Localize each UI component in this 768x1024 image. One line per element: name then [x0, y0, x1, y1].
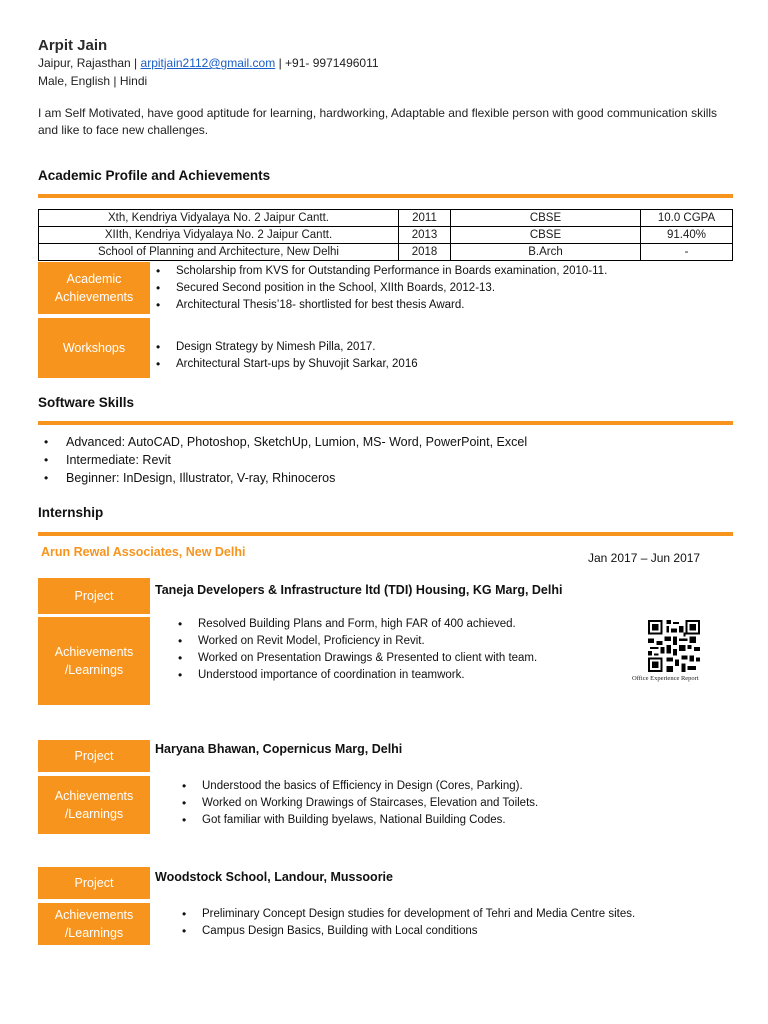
list-item: • Design Strategy by Nimesh Pilla, 2017.	[156, 340, 376, 354]
bullet-icon: •	[156, 264, 161, 278]
table-cell: CBSE	[451, 210, 641, 227]
contact-line	[38, 56, 379, 70]
bullet-icon: •	[182, 796, 187, 810]
internship-heading: Internship	[38, 505, 104, 520]
table-cell: XIIth, Kendriya Vidyalaya No. 2 Jaipur Cantt.	[39, 227, 399, 244]
table-row	[39, 244, 733, 261]
workshops-list	[150, 339, 418, 373]
list-item: • Understood importance of coordination in teamwork.	[178, 668, 465, 682]
table-cell: 2018	[399, 244, 451, 261]
company-name: Arun Rewal Associates, New Delhi	[41, 545, 246, 559]
personal-info: Male, English | Hindi	[38, 74, 148, 88]
list-item: • Resolved Building Plans and Form, high FAR of 400 achieved.	[178, 617, 516, 631]
section-divider	[38, 421, 733, 425]
qr-caption: Office Experience Report	[632, 675, 699, 682]
bullet-icon: •	[156, 340, 161, 354]
list-item: • Architectural Thesis’18- shortlisted for best thesis Award.	[156, 298, 465, 312]
bullet-icon: •	[156, 298, 161, 312]
list-item: • Worked on Revit Model, Proficiency in Revit.	[178, 634, 425, 648]
list-item: • Worked on Presentation Drawings & Presented to client with team.	[178, 651, 538, 665]
project-title: Haryana Bhawan, Copernicus Marg, Delhi	[155, 742, 403, 756]
list-item: • Understood the basics of Efficiency in Design (Cores, Parking).	[182, 779, 523, 793]
list-item: • Preliminary Concept Design studies for development of Tehri and Media Centre sites.	[182, 907, 636, 921]
table-row	[39, 210, 733, 227]
bullet-icon: •	[178, 668, 183, 682]
list-item: • Got familiar with Building byelaws, National Building Codes.	[182, 813, 506, 827]
list-item: • Worked on Working Drawings of Staircases, Elevation and Toilets.	[182, 796, 539, 810]
project-title: Woodstock School, Landour, Mussoorie	[155, 870, 393, 884]
bullet-icon: •	[182, 907, 187, 921]
bullet-icon: •	[178, 617, 183, 631]
project-points	[172, 616, 537, 684]
project-points	[176, 778, 538, 829]
list-item: • Campus Design Basics, Building with Local conditions	[182, 924, 478, 938]
academic-heading: Academic Profile and Achievements	[38, 168, 271, 183]
achievements-list	[150, 263, 607, 314]
table-cell: 10.0 CGPA	[641, 210, 733, 227]
qr-code-icon[interactable]	[648, 620, 700, 672]
table-row	[39, 227, 733, 244]
bullet-icon: •	[44, 471, 49, 485]
table-cell: 2011	[399, 210, 451, 227]
table-cell: 91.40%	[641, 227, 733, 244]
bullet-icon: •	[156, 281, 161, 295]
bullet-icon: •	[182, 924, 187, 938]
project-title: Taneja Developers & Infrastructure ltd (TDI) Housing, KG Marg, Delhi	[155, 583, 563, 597]
academic-achievements-label: Academic Achievements	[38, 262, 150, 314]
project-label: Project	[38, 578, 150, 614]
software-heading: Software Skills	[38, 395, 135, 410]
bullet-icon: •	[182, 813, 187, 827]
workshops-label: Workshops	[38, 318, 150, 378]
bullet-icon: •	[178, 634, 183, 648]
summary-text: I am Self Motivated, have good aptitude for learning, hardworking, Adaptable and flexible person with good communication skills and like to face new challenges.	[38, 106, 718, 137]
email-link[interactable]: arpitjain2112@gmail.com	[140, 56, 276, 70]
list-item: • Intermediate: Revit	[44, 453, 171, 467]
list-item: • Secured Second position in the School, XIIth Boards, 2012-13.	[156, 281, 496, 295]
table-cell: School of Planning and Architecture, New Delhi	[39, 244, 399, 261]
academic-table	[38, 209, 733, 261]
learnings-label: Achievements /Learnings	[38, 903, 150, 945]
bullet-icon: •	[44, 435, 49, 449]
list-item: • Architectural Start-ups by Shuvojit Sarkar, 2016	[156, 357, 418, 371]
phone-text: | +91- 9971496011	[278, 56, 379, 70]
table-cell: 2013	[399, 227, 451, 244]
table-cell: CBSE	[451, 227, 641, 244]
table-cell: B.Arch	[451, 244, 641, 261]
learnings-label: Achievements /Learnings	[38, 617, 150, 705]
bullet-icon: •	[182, 779, 187, 793]
learnings-label: Achievements /Learnings	[38, 776, 150, 834]
candidate-name: Arpit Jain	[38, 37, 108, 54]
list-item: • Scholarship from KVS for Outstanding Performance in Boards examination, 2010-11.	[156, 264, 608, 278]
bullet-icon: •	[178, 651, 183, 665]
list-item: • Beginner: InDesign, Illustrator, V-ray, Rhinoceros	[44, 471, 336, 485]
internship-dates: Jan 2017 – Jun 2017	[588, 551, 701, 565]
list-item: • Advanced: AutoCAD, Photoshop, SketchUp, Lumion, MS- Word, PowerPoint, Excel	[44, 435, 528, 449]
section-divider	[38, 194, 733, 198]
project-label: Project	[38, 867, 150, 899]
section-divider	[38, 532, 733, 536]
location-text: Jaipur, Rajasthan |	[38, 56, 138, 70]
bullet-icon: •	[156, 357, 161, 371]
table-cell: Xth, Kendriya Vidyalaya No. 2 Jaipur Cantt.	[39, 210, 399, 227]
software-list	[38, 433, 527, 487]
table-cell: -	[641, 244, 733, 261]
bullet-icon: •	[44, 453, 49, 467]
project-points	[176, 906, 635, 940]
project-label: Project	[38, 740, 150, 772]
